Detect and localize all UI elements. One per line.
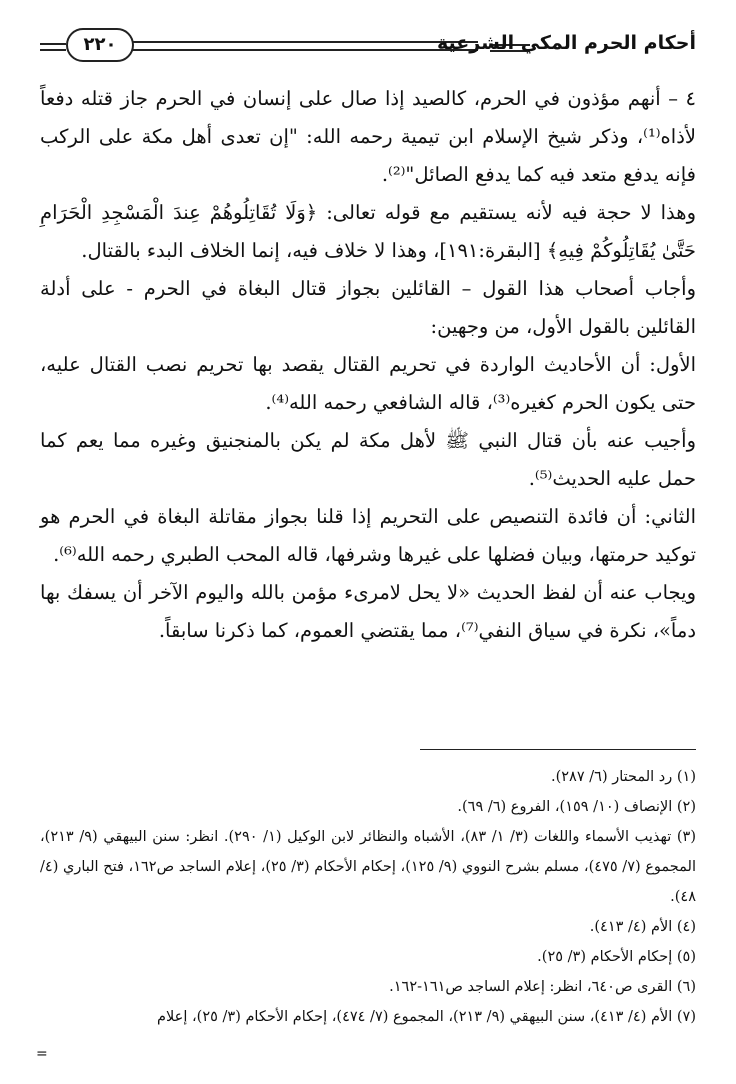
continuation-mark: = [36,1046,48,1062]
header-rule [40,49,66,51]
footnote: (٢) الإنصاف (١٠/ ١٥٩)، الفروع (٦/ ٦٩). [457,799,696,815]
footnote: (١) رد المحتار (٦/ ٢٨٧). [550,769,696,785]
paragraph: الأول: أن الأحاديث الواردة في تحريم القتال يقصد بها تحريم نصب القتال عليه، حتى يكون الحرم كغيره⁽³⁾، قاله الشافعي رحمه الله⁽⁴⁾. [40,353,696,414]
paragraph: وأجيب عنه بأن قتال النبي ﷺ لأهل مكة لم يكن بالمنجنيق وغيره مما يعم كما حمل عليه الحديث⁽⁵⁾. [40,429,696,490]
footnote: (٧) الأم (٤/ ٤١٣)، سنن البيهقي (٩/ ٢١٣)، المجموع (٧/ ٤٧٤)، إحكام الأحكام (٣/ ٢٥)، إعلام [157,1009,696,1025]
footnotes [40,762,696,1032]
main-text [40,80,696,650]
running-header [40,26,696,64]
footnote: (٣) تهذيب الأسماء واللغات (٣/ ١/ ٨٣)، الأشباه والنظائر لابن الوكيل (١/ ٢٩٠). انظر: سنن البيهقي (٩/ ٢١٣)، المجموع (٧/ ٤٧٥)، مسلم بشرح النووي (٩/ ١٢٥)، إحكام الأحكام (٣/ ٢٥)، إعلام الساجد ص١٦٢، فتح الباري (٤/ ٤٨). [40,829,696,905]
footnote: (٤) الأم (٤/ ٤١٣). [589,919,696,935]
header-title: أحكام الحرم المكي الشرعية [437,32,696,54]
footnote-separator [420,749,696,750]
paragraph: وأجاب أصحاب هذا القول – القائلين بجواز قتال البغاة في الحرم - على أدلة القائلين بالقول الأول، من وجهين: [40,277,696,338]
paragraph: الثاني: أن فائدة التنصيص على التحريم إذا قلنا بجواز مقاتلة البغاة في الحرم هو توكيد حرمتها، وبيان فضلها على غيرها وشرفها، قاله المحب الطبري رحمه الله⁽⁶⁾. [40,505,696,566]
header-rule [40,43,66,45]
footnote: (٦) القرى ص٦٤٠، انظر: إعلام الساجد ص١٦١-١٦٢. [389,979,696,995]
header-rule [132,41,478,51]
paragraph: ويجاب عنه أن لفظ الحديث «لا يحل لامرىء مؤمن بالله واليوم الآخر أن يسفك بها دماً»، نكرة في سياق النفي⁽⁷⁾، مما يقتضي العموم، كما ذكرنا سابقاً. [40,581,696,642]
page-number: ٢٢٠ [66,28,134,62]
paragraph: ٤ – أنهم مؤذون في الحرم، كالصيد إذا صال على إنسان في الحرم جاز قتله دفعاً لأذاه⁽¹⁾، وذكر شيخ الإسلام ابن تيمية رحمه الله: "إن تعدى أهل مكة على الركب فإنه يدفع متعد فيه كما يدفع الصائل"⁽²⁾. [40,87,696,186]
paragraph: وهذا لا حجة فيه لأنه يستقيم مع قوله تعالى: ﴿وَلَا تُقَاتِلُوهُمْ عِندَ الْمَسْجِدِ الْحَرَامِ حَتَّىٰ يُقَاتِلُوكُمْ فِيهِ﴾ [البقرة:١٩١]، وهذا لا خلاف فيه، إنما الخلاف البدء بالقتال. [40,201,696,262]
footnote: (٥) إحكام الأحكام (٣/ ٢٥). [537,949,696,965]
